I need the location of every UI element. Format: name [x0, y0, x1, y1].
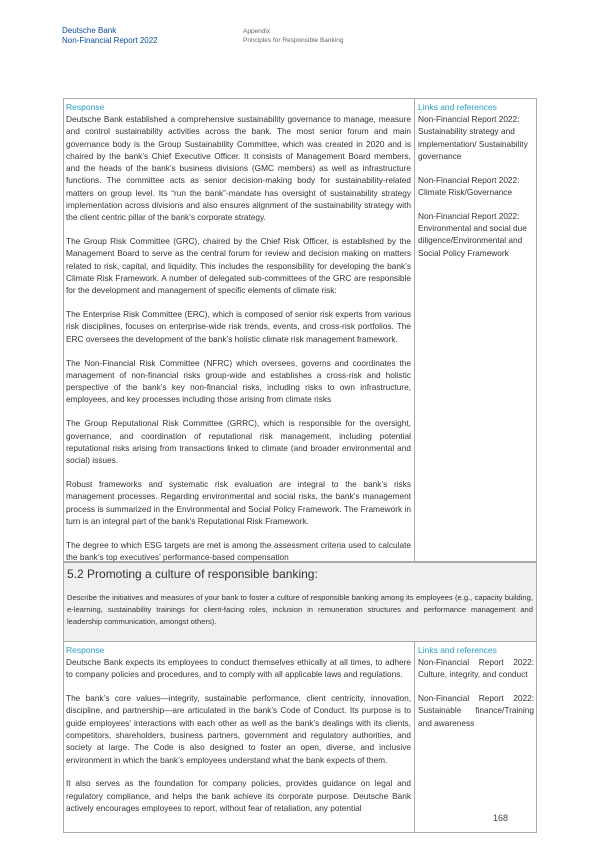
- paragraph: It also serves as the foundation for company policies, provides guidance on legal and regulatory compliance, and helps the bank achieve its corporate purpose. Deutsche Bank actively encourages employees to report, without fear of retaliation, any potential: [66, 778, 411, 813]
- paragraph: The bank’s core values—integrity, sustainable performance, client centricity, innovation, discipline, and partnership—are articulated in the bank’s Code of Conduct. Its purpose is to guide employees’ interactions with each other as well as the bank’s dealings with its clients, competitors, shareholders, business partners, government and regulatory authorities, and society at large. The Code is also designed to foster an open, diverse, and inclusive environment in which the bank’s employees understand what the bank expects of them.: [66, 693, 411, 765]
- reference-link: Non-Financial Report 2022: Sustainable finance/Training and awareness: [418, 693, 534, 728]
- links-column: [415, 642, 536, 832]
- paragraph: Deutsche Bank established a comprehensive sustainability governance to manage, measure and control sustainability activities across the bank. The most senior forum and main governance body is the Group Sustainability Committee, which was created in 2020 and is chaired by the bank’s Chief Executive Officer. It consists of Management Board members, and the heads of the bank’s business divisions (GMC members) as well as infrastructure functions. The committee acts as senior decision-making body for sustainability-related matters on group level. Its “run the bank”-mandate has oversight of sustainability strategy implementation across divisions and also ensures alignment of the sustainability strategy with the client centric pillar of the bank’s corporate strategy.: [66, 114, 411, 223]
- page-number: 168: [493, 813, 509, 823]
- governance-table: [63, 98, 537, 562]
- paragraph: The Non-Financial Risk Committee (NFRC) which oversees, governs and coordinates the management of non-financial risks group-wide and establishes a cross-risk and holistic perspective of the bank’s key non-financial risks, including risks to own infrastructure, employees, and key processes including those arising from climate risks: [66, 357, 411, 405]
- response-column: [64, 99, 415, 561]
- report-name: Non-Financial Report 2022: [62, 36, 158, 45]
- response-label: Response: [66, 645, 105, 655]
- paragraph: Deutsche Bank expects its employees to conduct themselves ethically at all times, to adhere to company policies and procedures, and to comply with all applicable laws and regulations.: [66, 657, 411, 680]
- reference-link: Non-Financial Report 2022: Culture, integrity, and conduct: [418, 657, 534, 680]
- response-column: [64, 642, 415, 832]
- links-column: [415, 99, 536, 561]
- paragraph: Robust frameworks and systematic risk evaluation are integral to the bank’s risks management processes. Regarding environmental and social risks, the bank’s management process is summarized in the Environmental and Social Policy Framework. The Framework in turn is an integral part of the bank’s Reputational Risk Framework.: [66, 478, 411, 526]
- paragraph: The degree to which ESG targets are met is among the assessment criteria used to calculate the bank’s top executives’ performance-based compensation: [66, 539, 411, 562]
- response-label: Response: [66, 102, 105, 112]
- culture-table: [63, 641, 537, 833]
- reference-link: Non-Financial Report 2022: Climate Risk/Governance: [418, 174, 520, 197]
- subsection-name: Principles for Responsible Banking: [243, 37, 344, 44]
- paragraph: The Enterprise Risk Committee (ERC), which is composed of senior risk experts from various risk disciplines, focuses on enterprise-wide risk trends, events, and cross-risk portfolios. The ERC oversees the development of the bank’s holistic climate risk management framework.: [66, 309, 411, 344]
- paragraph: The Group Risk Committee (GRC), chaired by the Chief Risk Officer, is established by the Management Board to serve as the central forum for review and decision making on matters related to risk, capital, and liquidity. This includes the responsibility for developing the bank’s Climate Risk Framework. A number of delegated sub-committees of the GRC are responsible for the development and management of specific elements of climate risk:: [66, 236, 411, 296]
- paragraph: The Group Reputational Risk Committee (GRRC), which is responsible for the oversight, governance, and coordination of reputational risk management, including potential reputational risks arising from transactions linked to climate (and broader environmental and social) issues.: [66, 418, 411, 466]
- section-name: Appendix: [243, 28, 271, 35]
- section-header: [63, 562, 537, 642]
- section-description: Describe the initiatives and measures of your bank to foster a culture of responsible banking among its employees (e.g., capacity building, e-learning, sustainability trainings for client-facing roles, inclusion in remuneration structures and performance management and leadership communication, amongst others).: [67, 593, 533, 626]
- section-title: 5.2 Promoting a culture of responsible banking:: [67, 567, 318, 581]
- header-left: [62, 26, 158, 46]
- links-label: Links and references: [418, 102, 497, 112]
- company-name: Deutsche Bank: [62, 26, 117, 35]
- links-label: Links and references: [418, 645, 497, 655]
- header-right: [243, 27, 343, 45]
- reference-link: Non-Financial Report 2022: Environmental and social due diligence/Environmental and Social Policy Framework: [418, 210, 527, 258]
- reference-link: Non-Financial Report 2022: Sustainability strategy and implementation/ Sustainability governance: [418, 114, 528, 161]
